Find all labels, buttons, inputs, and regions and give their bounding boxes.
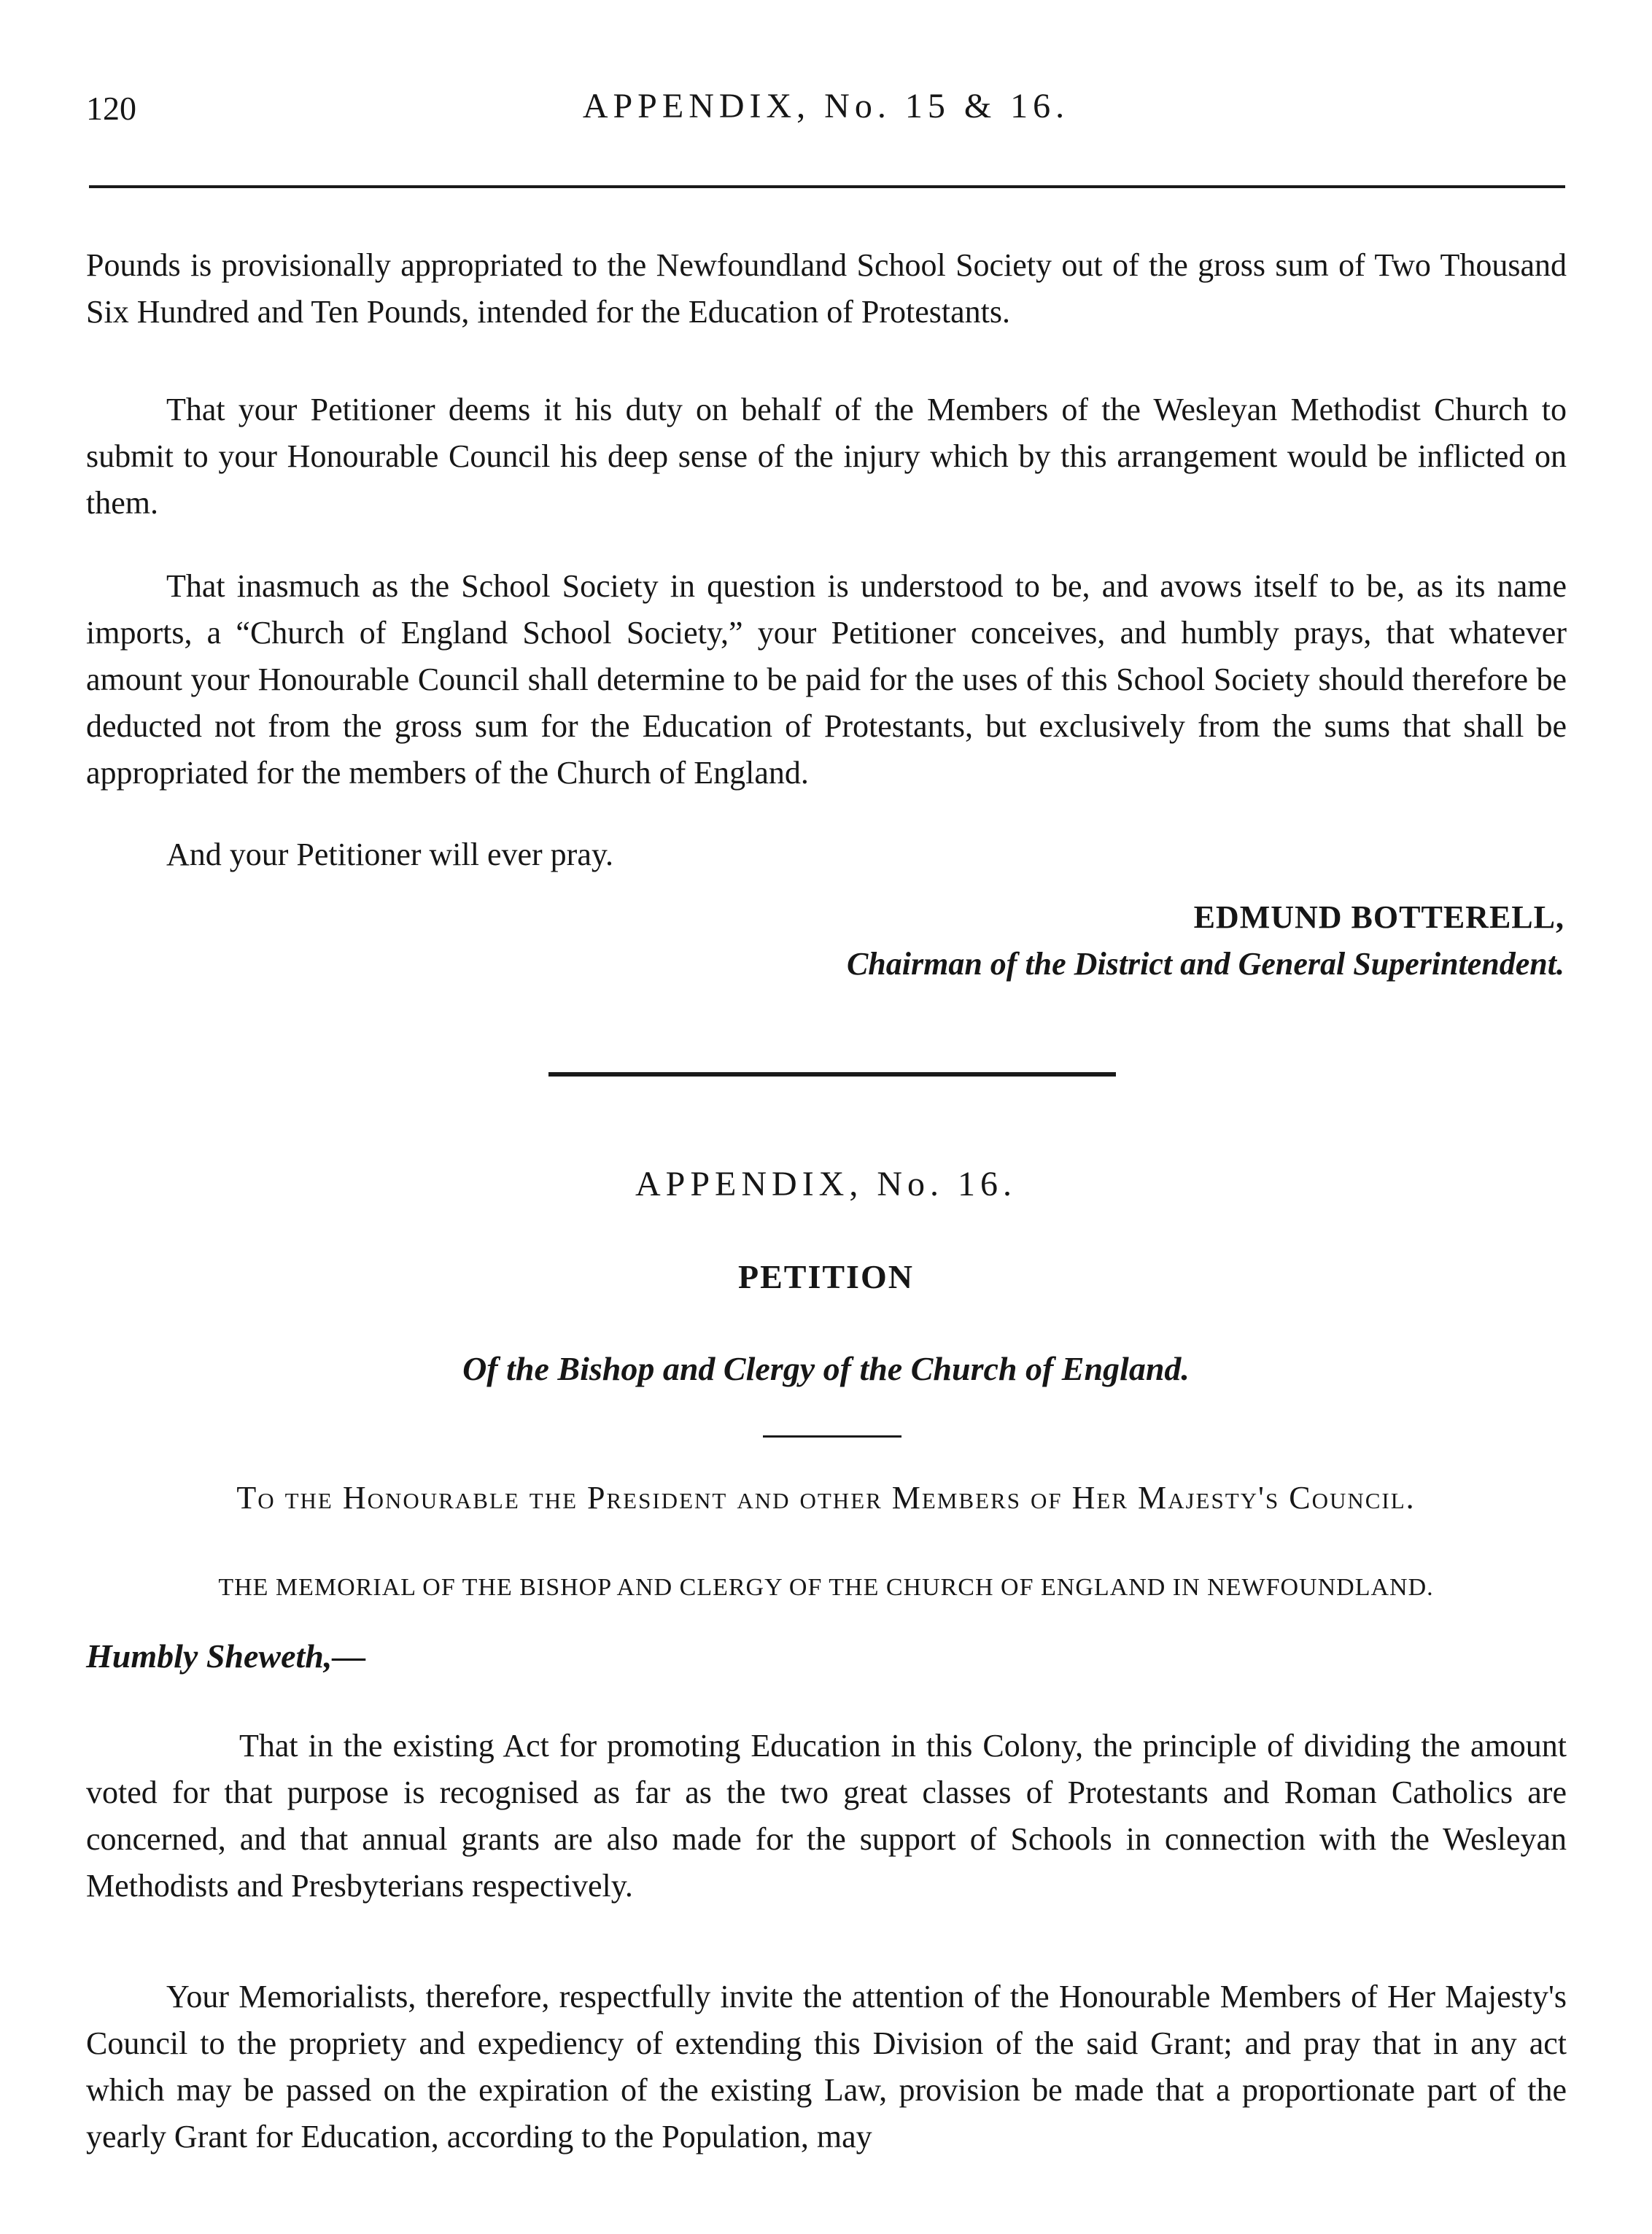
petition-title: PETITION <box>738 1258 914 1295</box>
running-title: APPENDIX, No. 15 & 16. <box>582 87 1070 125</box>
paragraph-4 <box>86 831 1567 878</box>
greeting: Humbly Sheweth,— <box>86 1637 366 1675</box>
paragraph-4-text: And your Petitioner will ever pray. <box>166 837 613 872</box>
paragraph-2 <box>86 387 1567 527</box>
petition-subtitle: Of the Bishop and Clergy of the Church of England. <box>462 1350 1190 1387</box>
memorial-paragraph-1-text: That in the existing Act for promoting Education in this Colony, the principle of dividing the amount voted for that purpose is recognised as far as the two great classes of Protestants and Roman Catholics are concerned, and that annual grants are also made for the support of Schools in connection with the Wesleyan Methodists and Presbyterians respectively. <box>86 1728 1567 1904</box>
appendix-16-heading: APPENDIX, No. 16. <box>635 1165 1017 1203</box>
signatory-name: EDMUND BOTTERELL, <box>1193 899 1564 935</box>
memorial-paragraph-2 <box>86 1974 1567 2160</box>
paragraph-3-text: That inasmuch as the School Society in question is understood to be, and avows itself to be, as its name imports, a “Church of England School Society,” your Petitioner conceives, and humbly prays, that whatever amount your Honourable Council shall determine to be paid for the uses of this School Society should therefore be deducted not from the gross sum for the Education of Protestants, but exclusively from the sums that shall be appropriated for the members of the Church of England. <box>86 568 1567 791</box>
signatory-title: Chairman of the District and General Superintendent. <box>846 946 1564 982</box>
paragraph-1 <box>86 242 1567 336</box>
memorial-paragraph-1 <box>86 1723 1567 1909</box>
memorial-paragraph-2-text: Your Memorialists, therefore, respectfully invite the attention of the Honourable Members of Her Majesty's Council to the propriety and expediency of extending this Division of the said Grant; and pray that in any act which may be passed on the expiration of the existing Law, provision be made that a proportionate part of the yearly Grant for Education, according to the Population, may <box>86 1979 1567 2155</box>
subtitle-rule <box>763 1435 901 1438</box>
paragraph-1-text: Pounds is provisionally appropriated to the Newfoundland School Society out of the gross sum of Two Thousand Six Hundred and Ten Pounds, intended for the Education of Protestants. <box>86 247 1567 330</box>
address-line: To the Honourable the President and other Members of Her Majesty's Council. <box>236 1480 1416 1516</box>
section-divider <box>548 1072 1116 1077</box>
paragraph-2-text: That your Petitioner deems it his duty on behalf of the Members of the Wesleyan Methodist Church to submit to your Honourable Council his deep sense of the injury which by this arrangement would be inflicted on them. <box>86 392 1567 521</box>
memorial-heading: THE MEMORIAL OF THE BISHOP AND CLERGY OF THE CHURCH OF ENGLAND IN NEWFOUNDLAND. <box>218 1574 1434 1601</box>
page-number: 120 <box>86 90 136 127</box>
header-rule <box>89 185 1565 188</box>
paragraph-3 <box>86 563 1567 796</box>
